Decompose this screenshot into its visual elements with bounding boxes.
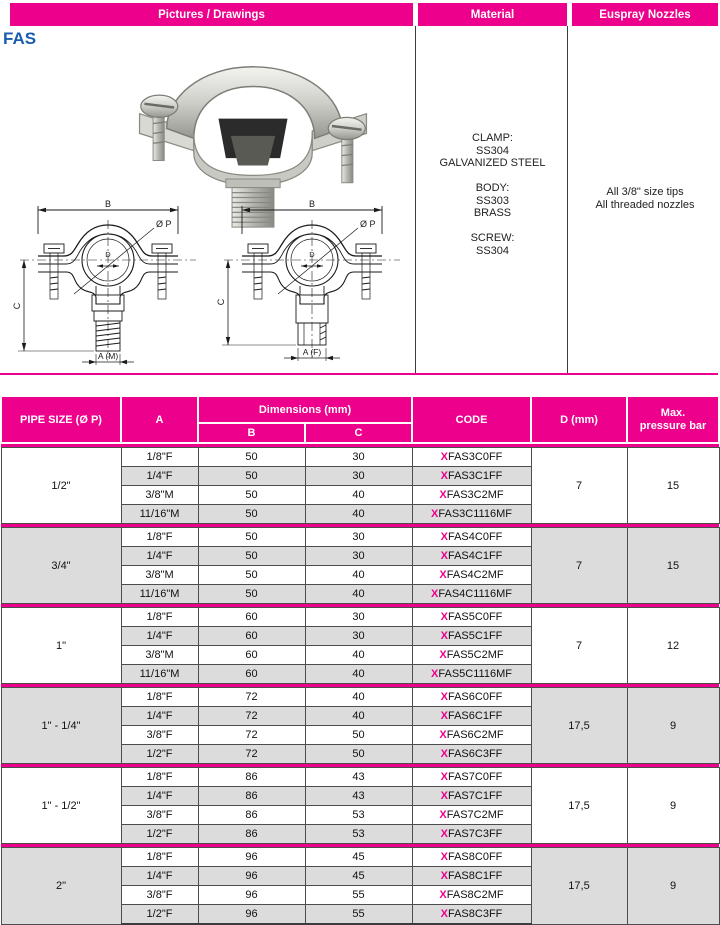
- code-value: FAS7C3FF: [447, 828, 503, 840]
- pressure-cell: 12: [627, 608, 719, 684]
- code-value: FAS4C1116MF: [438, 588, 512, 600]
- material-line: SS304: [475, 244, 510, 257]
- code-prefix: X: [439, 569, 447, 581]
- a-cell: 3/8"F: [121, 806, 198, 825]
- code-prefix: X: [440, 710, 448, 722]
- code-prefix: X: [440, 771, 448, 783]
- code-prefix: X: [440, 691, 448, 703]
- column-header-label: Euspray Nozzles: [599, 8, 691, 21]
- b-cell: 72: [198, 688, 305, 707]
- material-line: SS304: [475, 144, 510, 157]
- a-cell: 1/8"F: [121, 528, 198, 547]
- code-cell: [412, 886, 531, 905]
- code-cell: [412, 467, 531, 486]
- b-cell: 72: [198, 726, 305, 745]
- b-cell: 50: [198, 505, 305, 524]
- code-value: FAS3C1FF: [447, 470, 503, 482]
- dim-label-a-female: A (F): [302, 347, 322, 357]
- a-cell: 1/2"F: [121, 745, 198, 764]
- d-cell: 17,5: [531, 848, 627, 925]
- code-value: FAS8C1FF: [447, 870, 503, 882]
- code-cell: [412, 825, 531, 844]
- a-cell: 3/8"F: [121, 726, 198, 745]
- code-prefix: X: [440, 630, 448, 642]
- b-cell: 96: [198, 886, 305, 905]
- column-header-pictures-drawings: [10, 3, 413, 26]
- pipe-size-cell: 1" - 1/2": [1, 768, 121, 844]
- code-prefix: X: [439, 809, 447, 821]
- b-cell: 86: [198, 787, 305, 806]
- nozzle-line: All 3/8" size tips: [606, 186, 684, 198]
- c-cell: 40: [305, 646, 412, 665]
- a-cell: 3/8"M: [121, 646, 198, 665]
- c-cell: 40: [305, 665, 412, 684]
- b-cell: 60: [198, 608, 305, 627]
- dim-label-b: B: [104, 199, 112, 209]
- column-header-euspray-nozzles: [572, 3, 718, 26]
- b-cell: 50: [198, 528, 305, 547]
- table-row: [1, 608, 719, 627]
- code-prefix: X: [440, 748, 448, 760]
- code-cell: [412, 726, 531, 745]
- c-cell: 55: [305, 905, 412, 925]
- a-cell: 1/2"F: [121, 825, 198, 844]
- a-cell: 1/4"F: [121, 787, 198, 806]
- code-cell: [412, 905, 531, 925]
- c-cell: 30: [305, 528, 412, 547]
- c-cell: 40: [305, 707, 412, 726]
- b-cell: 50: [198, 547, 305, 566]
- c-cell: 55: [305, 886, 412, 905]
- c-cell: 30: [305, 467, 412, 486]
- product-photo: [128, 52, 378, 200]
- page-title: FAS: [3, 29, 37, 48]
- table-row: [1, 688, 719, 707]
- code-prefix: X: [440, 790, 448, 802]
- pipe-size-cell: 1": [1, 608, 121, 684]
- code-value: FAS7C0FF: [447, 771, 503, 783]
- code-cell: [412, 547, 531, 566]
- dim-label-p: Ø P: [360, 219, 376, 229]
- a-cell: 11/16"M: [121, 585, 198, 604]
- header-pipe-size: PIPE SIZE (Ø P): [1, 396, 121, 443]
- code-cell: [412, 867, 531, 886]
- material-line: CLAMP:: [472, 132, 513, 144]
- dimension-table: [0, 395, 720, 925]
- nozzle-info: [572, 186, 718, 212]
- code-cell: [412, 848, 531, 867]
- pipe-size-cell: 3/4": [1, 528, 121, 604]
- c-cell: 40: [305, 688, 412, 707]
- d-cell: 7: [531, 528, 627, 604]
- b-cell: 72: [198, 707, 305, 726]
- material-spec: [418, 132, 567, 257]
- code-value: FAS5C0FF: [447, 611, 503, 623]
- material-line: SCREW:: [470, 232, 515, 244]
- b-cell: 50: [198, 448, 305, 467]
- material-line: BODY:: [475, 182, 510, 194]
- c-cell: 40: [305, 505, 412, 524]
- b-cell: 72: [198, 745, 305, 764]
- code-cell: [412, 646, 531, 665]
- code-value: FAS3C2MF: [446, 489, 504, 501]
- b-cell: 86: [198, 806, 305, 825]
- c-cell: 30: [305, 608, 412, 627]
- code-value: FAS5C1116MF: [438, 668, 512, 680]
- a-cell: 1/4"F: [121, 867, 198, 886]
- code-cell: [412, 745, 531, 764]
- header-b: B: [198, 423, 305, 443]
- header-pressure: [627, 396, 719, 443]
- code-prefix: X: [440, 451, 448, 463]
- column-header-label: Material: [470, 8, 515, 21]
- header-pressure-line2: pressure bar: [639, 419, 707, 432]
- code-prefix: X: [440, 611, 448, 623]
- dim-label-p: Ø P: [156, 219, 172, 229]
- a-cell: 1/8"F: [121, 688, 198, 707]
- code-value: FAS7C2MF: [446, 809, 504, 821]
- c-cell: 40: [305, 585, 412, 604]
- header-code: CODE: [412, 396, 531, 443]
- code-prefix: X: [439, 889, 447, 901]
- b-cell: 86: [198, 768, 305, 787]
- section-divider: [415, 26, 416, 374]
- header-d: D (mm): [531, 396, 627, 443]
- b-cell: 86: [198, 825, 305, 844]
- a-cell: 1/8"F: [121, 768, 198, 787]
- a-cell: 1/8"F: [121, 608, 198, 627]
- code-value: FAS5C2MF: [446, 649, 504, 661]
- header-dimensions: Dimensions (mm): [198, 396, 412, 423]
- code-value: FAS3C0FF: [447, 451, 503, 463]
- code-cell: [412, 665, 531, 684]
- pressure-cell: 9: [627, 848, 719, 925]
- material-line: [418, 170, 567, 183]
- a-cell: 1/2"F: [121, 905, 198, 925]
- c-cell: 40: [305, 566, 412, 585]
- code-value: FAS4C1FF: [447, 550, 503, 562]
- code-prefix: X: [440, 908, 448, 920]
- c-cell: 43: [305, 768, 412, 787]
- pressure-cell: 15: [627, 448, 719, 524]
- table-row: [1, 528, 719, 547]
- dim-label-b: B: [308, 199, 316, 209]
- code-cell: [412, 448, 531, 467]
- code-prefix: X: [431, 668, 439, 680]
- code-value: FAS4C0FF: [447, 531, 503, 543]
- code-cell: [412, 585, 531, 604]
- d-cell: 7: [531, 608, 627, 684]
- code-value: FAS3C1116MF: [438, 508, 512, 520]
- pressure-cell: 9: [627, 688, 719, 764]
- c-cell: 40: [305, 486, 412, 505]
- code-prefix: X: [431, 508, 439, 520]
- a-cell: 1/4"F: [121, 707, 198, 726]
- a-cell: 3/8"M: [121, 486, 198, 505]
- code-value: FAS6C1FF: [447, 710, 503, 722]
- pipe-size-cell: 2": [1, 848, 121, 925]
- nozzle-line: All threaded nozzles: [595, 199, 695, 211]
- code-cell: [412, 566, 531, 585]
- b-cell: 96: [198, 848, 305, 867]
- c-cell: 45: [305, 848, 412, 867]
- code-value: FAS6C0FF: [447, 691, 503, 703]
- code-cell: [412, 486, 531, 505]
- code-cell: [412, 806, 531, 825]
- pipe-size-cell: 1/2": [1, 448, 121, 524]
- table-body: [1, 443, 719, 924]
- code-prefix: X: [440, 851, 448, 863]
- code-value: FAS8C3FF: [447, 908, 503, 920]
- code-value: FAS8C0FF: [447, 851, 503, 863]
- c-cell: 45: [305, 867, 412, 886]
- code-value: FAS4C2MF: [446, 569, 504, 581]
- dim-label-d: D: [105, 250, 111, 259]
- technical-drawing-male: [8, 198, 208, 368]
- code-prefix: X: [440, 870, 448, 882]
- code-value: FAS6C2MF: [446, 729, 504, 741]
- table-row: [1, 768, 719, 787]
- code-prefix: X: [440, 550, 448, 562]
- c-cell: 43: [305, 787, 412, 806]
- d-cell: 7: [531, 448, 627, 524]
- c-cell: 53: [305, 806, 412, 825]
- a-cell: 1/8"F: [121, 448, 198, 467]
- code-cell: [412, 528, 531, 547]
- b-cell: 50: [198, 585, 305, 604]
- code-cell: [412, 768, 531, 787]
- a-cell: 1/8"F: [121, 848, 198, 867]
- code-prefix: X: [431, 588, 439, 600]
- c-cell: 50: [305, 745, 412, 764]
- dim-label-c: C: [216, 298, 226, 306]
- d-cell: 17,5: [531, 688, 627, 764]
- section-bottom-rule: [0, 373, 718, 375]
- code-value: FAS8C2MF: [446, 889, 504, 901]
- material-line: SS303: [475, 194, 510, 207]
- b-cell: 60: [198, 627, 305, 646]
- b-cell: 96: [198, 905, 305, 925]
- b-cell: 50: [198, 486, 305, 505]
- code-prefix: X: [439, 729, 447, 741]
- material-line: BRASS: [473, 207, 512, 219]
- code-value: FAS6C3FF: [447, 748, 503, 760]
- header-pressure-line1: Max.: [660, 406, 686, 419]
- b-cell: 60: [198, 665, 305, 684]
- dim-label-d: D: [309, 250, 315, 259]
- column-header-material: [418, 3, 567, 26]
- pressure-cell: 15: [627, 528, 719, 604]
- code-cell: [412, 627, 531, 646]
- c-cell: 30: [305, 547, 412, 566]
- b-cell: 96: [198, 867, 305, 886]
- a-cell: 1/4"F: [121, 467, 198, 486]
- code-value: FAS7C1FF: [447, 790, 503, 802]
- pressure-cell: 9: [627, 768, 719, 844]
- header-a: A: [121, 396, 198, 443]
- a-cell: 3/8"F: [121, 886, 198, 905]
- material-line: GALVANIZED STEEL: [439, 157, 546, 169]
- c-cell: 30: [305, 627, 412, 646]
- header-c: C: [305, 423, 412, 443]
- section-divider: [567, 26, 568, 374]
- code-value: FAS5C1FF: [447, 630, 503, 642]
- technical-drawing-female: [212, 198, 412, 368]
- a-cell: 1/4"F: [121, 547, 198, 566]
- code-cell: [412, 688, 531, 707]
- code-prefix: X: [440, 470, 448, 482]
- code-cell: [412, 608, 531, 627]
- dim-label-c: C: [12, 302, 22, 310]
- a-cell: 3/8"M: [121, 566, 198, 585]
- dim-label-a-male: A (M): [97, 351, 119, 361]
- a-cell: 1/4"F: [121, 627, 198, 646]
- code-cell: [412, 707, 531, 726]
- code-prefix: X: [439, 489, 447, 501]
- c-cell: 30: [305, 448, 412, 467]
- table-row: [1, 448, 719, 467]
- code-cell: [412, 505, 531, 524]
- c-cell: 50: [305, 726, 412, 745]
- a-cell: 11/16"M: [121, 505, 198, 524]
- b-cell: 50: [198, 467, 305, 486]
- code-prefix: X: [440, 531, 448, 543]
- pipe-size-cell: 1" - 1/4": [1, 688, 121, 764]
- d-cell: 17,5: [531, 768, 627, 844]
- column-header-label: Pictures / Drawings: [158, 8, 265, 21]
- a-cell: 11/16"M: [121, 665, 198, 684]
- c-cell: 53: [305, 825, 412, 844]
- code-prefix: X: [439, 649, 447, 661]
- code-cell: [412, 787, 531, 806]
- b-cell: 60: [198, 646, 305, 665]
- b-cell: 50: [198, 566, 305, 585]
- code-prefix: X: [440, 828, 448, 840]
- material-line: [418, 220, 567, 233]
- table-row: [1, 848, 719, 867]
